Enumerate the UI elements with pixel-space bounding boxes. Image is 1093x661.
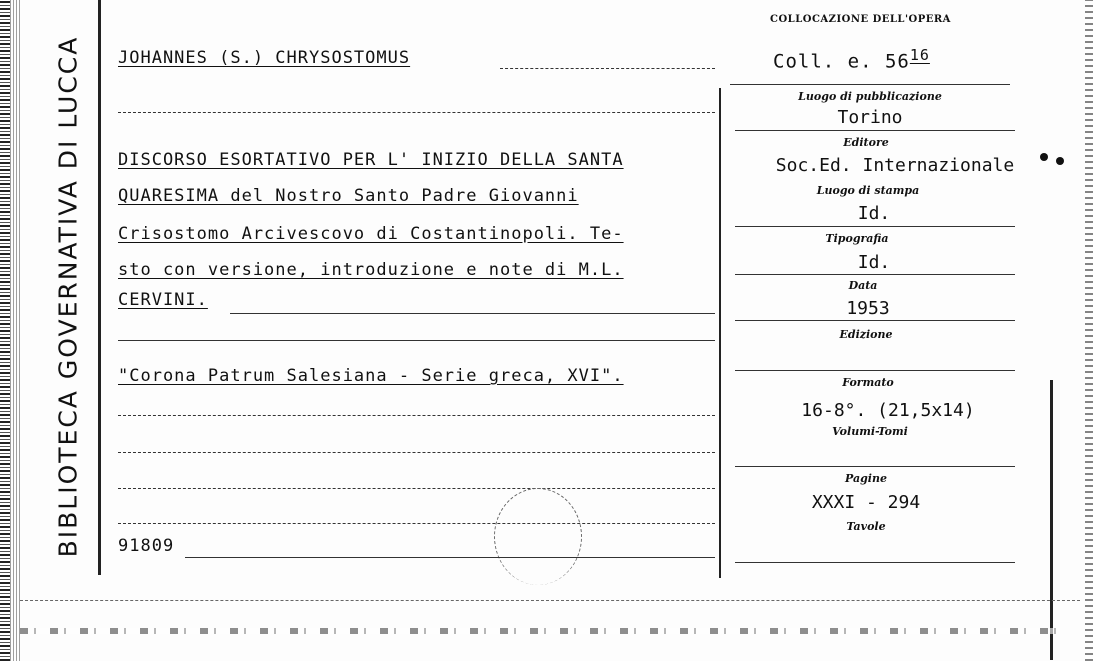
title-line-5: CERVINI. xyxy=(118,290,208,310)
rule xyxy=(735,562,1015,563)
rule xyxy=(735,130,1015,131)
label-edition: Edizione xyxy=(839,328,893,341)
rule xyxy=(230,313,715,314)
rule xyxy=(118,340,715,341)
label-pages: Pagine xyxy=(845,472,887,485)
margin-line xyxy=(98,0,101,575)
value-pages: XXXI - 294 xyxy=(811,492,921,513)
title-line-1: DISCORSO ESORTATIVO PER L' INIZIO DELLA SANTA xyxy=(118,150,624,170)
shelfmark-main: Coll. e. 56 xyxy=(773,50,910,73)
collocation-heading: COLLOCAZIONE DELL'OPERA xyxy=(770,14,951,25)
rule xyxy=(735,370,1015,371)
scan-edge-right xyxy=(1085,0,1093,661)
scan-fold-line xyxy=(20,600,1080,601)
rule xyxy=(735,320,1015,321)
rule xyxy=(118,112,715,113)
label-place-of-printing: Luogo di stampa xyxy=(816,184,920,197)
value-publisher: Soc.Ed. Internazionale xyxy=(775,155,1015,176)
library-stamp xyxy=(494,488,582,585)
label-volumes: Volumi-Tomi xyxy=(832,425,908,438)
rule xyxy=(118,488,715,489)
scan-edge-texture xyxy=(10,0,20,661)
right-border xyxy=(1050,380,1053,660)
rule xyxy=(735,274,1015,275)
rule xyxy=(500,68,715,69)
value-format: 16-8°. (21,5x14) xyxy=(801,400,975,421)
value-date: 1953 xyxy=(846,298,890,319)
rule xyxy=(185,557,715,558)
scan-edge-left xyxy=(0,0,10,661)
rule xyxy=(730,84,1010,85)
library-name: BIBLIOTECA GOVERNATIVA DI LUCCA xyxy=(53,35,83,558)
series-statement: "Corona Patrum Salesiana - Serie greca, XVI". xyxy=(118,366,624,386)
scan-noise xyxy=(20,628,1060,634)
author-heading: JOHANNES (S.) CHRYSOSTOMUS xyxy=(118,48,411,68)
rule xyxy=(118,452,715,453)
ink-spot xyxy=(1056,157,1064,165)
ink-spot xyxy=(1040,153,1048,161)
label-plates: Tavole xyxy=(846,520,886,533)
title-line-3: Crisostomo Arcivescovo di Costantinopoli. Te- xyxy=(118,224,624,244)
value-printer: Id. xyxy=(857,252,891,273)
rule xyxy=(118,523,715,524)
shelfmark-sup: 16 xyxy=(909,46,930,64)
inventory-number: 91809 xyxy=(118,536,175,556)
rule xyxy=(118,415,715,416)
rule xyxy=(735,466,1015,467)
title-line-2: QUARESIMA del Nostro Santo Padre Giovanni xyxy=(118,186,579,206)
value-place-of-printing: Id. xyxy=(857,203,891,224)
value-place-of-publication: Torino xyxy=(837,107,903,128)
label-date: Data xyxy=(848,279,878,292)
label-format: Formato xyxy=(842,376,894,389)
label-place-of-publication: Luogo di pubblicazione xyxy=(798,90,942,103)
rule xyxy=(735,226,1015,227)
column-divider xyxy=(719,88,721,578)
shelfmark xyxy=(773,46,930,72)
title-line-4: sto con versione, introduzione e note di M.L. xyxy=(118,260,624,280)
label-publisher: Editore xyxy=(843,136,889,149)
label-printer: Tipografia xyxy=(825,232,889,245)
